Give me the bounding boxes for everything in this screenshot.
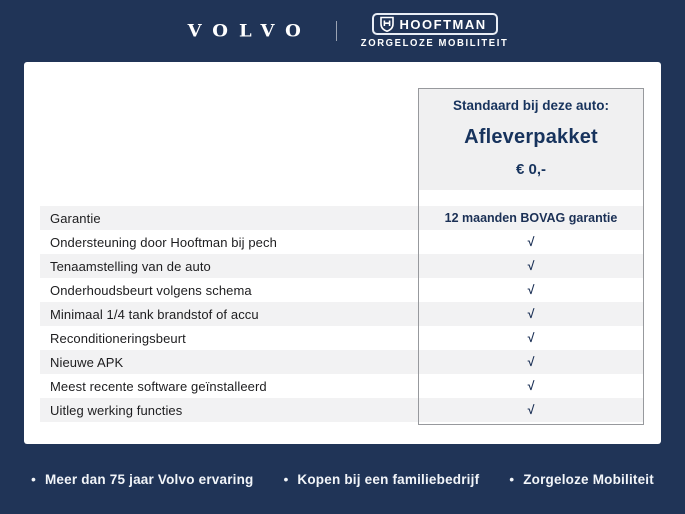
hooftman-logo	[361, 13, 509, 49]
footer-item	[284, 472, 480, 487]
footer-item	[31, 472, 253, 487]
table-row	[40, 398, 643, 422]
option-label: Minimaal 1/4 tank brandstof of accu	[50, 306, 259, 322]
volvo-logo: VOLVO	[187, 21, 312, 41]
option-value: √	[527, 331, 535, 345]
package-header-label: Standaard bij deze auto:	[452, 98, 610, 113]
table-row	[40, 326, 643, 350]
options-table	[40, 206, 643, 422]
option-value: √	[527, 403, 535, 417]
option-value: 12 maanden BOVAG garantie	[444, 211, 618, 225]
logo-divider	[336, 21, 337, 41]
table-row	[40, 350, 643, 374]
hooftman-tagline: ZORGELOZE MOBILITEIT	[360, 37, 509, 50]
option-label: Reconditioneringsbeurt	[50, 330, 186, 346]
top-banner	[0, 0, 685, 62]
option-label: Onderhoudsbeurt volgens schema	[50, 282, 252, 298]
option-value: √	[527, 283, 535, 297]
footer-item-label: Zorgeloze Mobiliteit	[523, 471, 654, 487]
hooftman-logo-text: HOOFTMAN	[399, 16, 487, 32]
content-panel	[24, 62, 661, 444]
option-label: Garantie	[50, 210, 101, 226]
option-label: Tenaamstelling van de auto	[50, 258, 211, 274]
package-header	[419, 89, 643, 190]
table-row	[40, 374, 643, 398]
table-row	[40, 230, 643, 254]
hooftman-shield-icon	[380, 16, 394, 32]
bullet-icon: •	[509, 471, 515, 487]
option-label: Uitleg werking functies	[50, 402, 183, 418]
footer-item	[509, 472, 654, 487]
option-value: √	[527, 307, 535, 321]
option-value: √	[527, 235, 535, 249]
bullet-icon: •	[31, 471, 36, 487]
package-price: € 0,-	[515, 161, 546, 178]
option-label: Nieuwe APK	[50, 354, 124, 370]
footer-item-label: Meer dan 75 jaar Volvo ervaring	[44, 471, 254, 487]
option-label: Meest recente software geïnstalleerd	[50, 378, 267, 394]
hooftman-badge	[372, 13, 498, 35]
package-name: Afleverpakket	[464, 125, 598, 148]
bullet-icon: •	[283, 471, 289, 487]
table-row	[40, 302, 643, 326]
option-value: √	[527, 379, 535, 393]
table-row	[40, 254, 643, 278]
option-value: √	[527, 355, 535, 369]
footer-banner	[0, 444, 685, 514]
table-row	[40, 206, 643, 230]
option-value: √	[527, 259, 535, 273]
option-label: Ondersteuning door Hooftman bij pech	[50, 234, 277, 250]
table-row	[40, 278, 643, 302]
footer-item-label: Kopen bij een familiebedrijf	[297, 471, 480, 487]
